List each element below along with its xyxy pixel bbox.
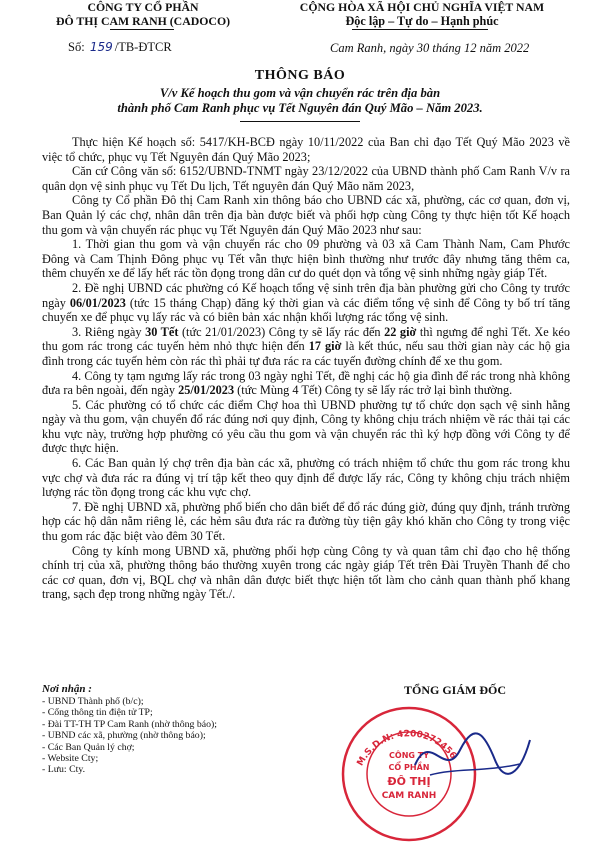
body-item-5: 5. Các phường có tổ chức các điểm Chợ hoa thì UBND phường tự tổ chức dọn sạch vệ sinh hằng ngày và thu gom, vận chuyển đổ rác đúng nơi quy định, Công ty không chịu trách nhiệm về rác thải tại các khu vực này, trường hợp phường có yêu cầu thu gom và vận chuyển rác thì ký hợp đồng với Công ty để được thực hiện. [42, 397, 570, 456]
body-paragraph: Công ty Cổ phần Đô thị Cam Ranh xin thông báo cho UBND các xã, phường, các cơ quan, đơn vị, Ban Quản lý các chợ, nhân dân trên địa bàn được biết và phối hợp cùng Công ty thực hiện tốt Kế hoạch thu gom và vận chuyển rác phục vụ Tết Nguyên đán Quý Mão 2023 như sau: [42, 193, 570, 237]
national-header [262, 0, 582, 28]
body-paragraph: Căn cứ Công văn số: 6152/UBND-TNMT ngày 23/12/2022 của UBND thành phố Cam Ranh V/v ra quân dọn vệ sinh phục vụ Tết Du lịch, Tết nguyên đán Quý Mão năm 2023, [42, 164, 570, 193]
body-item-1: 1. Thời gian thu gom và vận chuyển rác cho 09 phường và 03 xã Cam Thành Nam, Cam Phước Đông và Cam Thịnh Đông phục vụ Tết vẫn thực hiện bình thường như trước đây nhưng tăng thêm ca, thêm chuyến xe để lấy hết rác tồn đọng trong dân cư do quét dọn và tổng vệ sinh những ngày giáp Tết. [42, 237, 570, 281]
recipient-item: - UBND các xã, phường (nhờ thông báo); [42, 730, 206, 742]
org-header [38, 0, 248, 28]
recipient-item: - Website Cty; [42, 753, 99, 765]
recipient-item: - Cổng thông tin điện tử TP; [42, 707, 153, 719]
document-body [42, 135, 570, 602]
body-item-2: 2. Đề nghị UBND các phường có Kế hoạch tổng vệ sinh trên địa bàn phường gửi cho Công ty trước ngày 06/01/2023 (tức 15 tháng Chạp) đăng ký thời gian và các điểm tổng vệ sinh để Công ty bố trí tăng chuyến xe để phục vụ lấy rác và có biên bản xác nhận khối lượng rác tổng vệ sinh. [42, 280, 570, 325]
document-number [68, 40, 172, 55]
recipient-item: - Đài TT-TH TP Cam Ranh (nhờ thông báo); [42, 718, 217, 730]
org-line2: ĐÔ THỊ CAM RANH (CADOCO) [55, 14, 231, 28]
title-rule [240, 121, 360, 122]
body-item-7: 7. Đề nghị UBND xã, phường phổ biến cho dân biết để đổ rác đúng giờ, đúng quy định, tránh trường hợp các hộ dân nằm riêng lẻ, các hẻm sâu đưa rác ra đường tùy tiện gây khó khăn cho Công ty trong việc thu gom rác đặc biệt vào đêm 30 Tết. [42, 499, 570, 544]
country-name: CỘNG HÒA XÃ HỘI CHỦ NGHĨA VIỆT NAM [299, 0, 545, 14]
handwritten-signature [400, 720, 540, 790]
stamp-line: CÔNG TY [389, 751, 429, 760]
stamp-line: CỔ PHẦN [388, 763, 430, 772]
document-subtitle [60, 86, 540, 116]
body-item-3: 3. Riêng ngày 30 Tết (tức 21/01/2023) Công ty sẽ lấy rác đến 22 giờ thì ngưng để nghỉ Tết. Xe kéo thu gom rác trong các tuyến hẻm nhỏ thực hiện đến 17 giờ là kết thúc, nếu sau thời gian này các hộ gia đình trong các tuyến hẻm còn rác thì phải tự đưa rác ra các tuyến đường chính để xe thu gom. [42, 324, 570, 368]
place-date: Cam Ranh, ngày 30 tháng 12 năm 2022 [330, 41, 530, 55]
stamp-code-text: M.S.D.N: 4200272456 [355, 729, 458, 768]
org-line1: CÔNG TY CỔ PHẦN [87, 0, 199, 14]
national-motto: Độc lập – Tự do – Hạnh phúc [345, 14, 499, 28]
recipient-item: - Lưu: Cty. [42, 764, 86, 776]
org-underline [110, 29, 174, 30]
doc-number-prefix: Số: [68, 40, 85, 54]
document-title: THÔNG BÁO [254, 68, 346, 83]
motto-underline [352, 29, 488, 30]
recipients-title: Nơi nhận : [42, 683, 92, 695]
doc-number-suffix: /TB-ĐTCR [114, 40, 172, 54]
subtitle-line1: V/v Kế hoạch thu gom và vận chuyển rác trên địa bàn [159, 86, 441, 100]
body-closing: Công ty kính mong UBND xã, phường phối hợp cùng Công ty và quan tâm chỉ đạo cho hệ thống chính trị của xã, phường thông báo thường xuyên trong các ngày giáp Tết trên Đài Truyền Thanh để cho các cơ quan, đơn vị, BQL chợ và nhân dân được biết thực hiện tốt làm cho cảnh quan thành phố khang trang, sạch đẹp trong những ngày Tết./. [42, 543, 570, 602]
body-item-4: 4. Công ty tạm ngưng lấy rác trong 03 ngày nghỉ Tết, đề nghị các hộ gia đình để rác trong nhà không đưa ra bên ngoài, đến ngày 25/01/2023 (tức Mùng 4 Tết) Công ty sẽ lấy rác trở lại bình thường. [42, 368, 570, 398]
recipients-block [42, 682, 312, 776]
signer-title: TỔNG GIÁM ĐỐC [404, 683, 506, 697]
recipient-item: - UBND Thành phố (b/c); [42, 696, 144, 707]
recipient-item: - Các Ban Quản lý chợ; [42, 741, 135, 753]
doc-number-handwritten: 159 [89, 40, 113, 54]
stamp-line: ĐÔ THỊ [387, 775, 431, 788]
subtitle-line2: thành phố Cam Ranh phục vụ Tết Nguyên đán Quý Mão – Năm 2023. [117, 101, 483, 115]
body-paragraph: Thực hiện Kế hoạch số: 5417/KH-BCĐ ngày 10/11/2022 của Ban chỉ đạo Tết Quý Mão 2023 về việc tổ chức, phục vụ Tết Nguyên đán Quý Mão 2023; [42, 135, 570, 164]
stamp-line: CAM RANH [381, 791, 437, 801]
body-item-6: 6. Các Ban quản lý chợ trên địa bàn các xã, phường có trách nhiệm tổ chức thu gom rác trong khu vực chợ và đưa rác ra đúng vị trí tập kết theo quy định để được lấy rác, Công ty không chịu trách nhiệm lượng rác tồn đọng trong các khu vực chợ. [42, 456, 570, 500]
